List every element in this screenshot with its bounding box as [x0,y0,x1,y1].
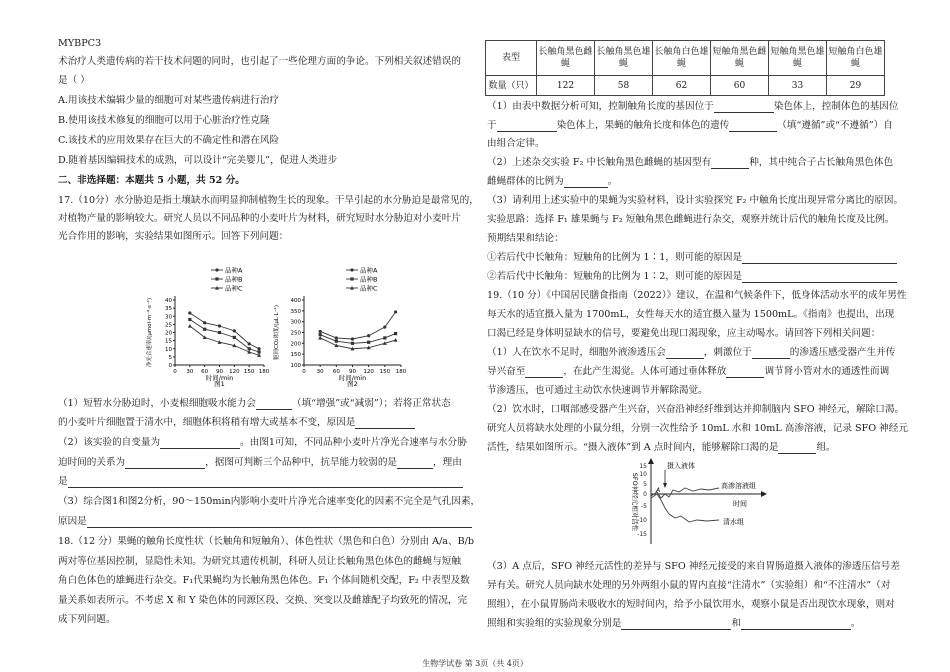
x-tick-label: 90 [216,369,223,375]
y-tick-label: 250 [290,330,301,337]
y-tick-label: 10 [165,346,172,353]
q18-part3-result1: ①若后代中长触角：短触角的比例为 1∶1，则可能的原因是 [487,252,897,264]
data-point [335,336,338,339]
q19-intro: 每天水的适宜摄入量为 1700mL，女性每天水的适宜摄入量为 1500mL。《指南》也提出，出现 [487,309,895,320]
q17-intro: 对植物产量的影响较大。研究人员以不同品种的小麦叶片为材料，研究短时水分胁迫对小麦叶片 [58,213,461,224]
legend-label: 品种B [360,275,378,284]
y-axis-arrow [648,458,654,464]
data-point [233,329,236,332]
legend-label: 品种C [225,284,243,293]
series-line [190,326,259,355]
data-point [188,311,191,314]
legend-label: 品种A [360,266,378,275]
q19-part3: （3）A 点后，SFO 神经元活性的差异与 SFO 神经元接受的来自胃肠道摄入液体的渗透压信号差 [487,561,900,572]
data-point [188,324,192,328]
y-tick-label: 15 [165,338,172,345]
q17-intro: 光合作用的影响，实验结果如图所示。回答下列问题： [58,231,289,242]
q17-part3: （3）综合图1和图2分析，90～150min内影响小麦叶片净光合速率变化的因素不完全是气孔因素， [58,496,481,507]
x-tick-label: 90 [349,369,356,375]
x-tick-label: 60 [332,369,340,375]
q18-part2-cont: 雌蝇群体的比例为 。 [487,176,618,187]
sfo-activity-chart [625,456,775,548]
table-header-cell: 短触角白色雄蝇 [827,41,885,76]
y-tick-label: 25 [165,322,172,329]
q18-intro: 两对等位基因控制，显隐性未知。为研究其遗传机制，科研人员让长触角黑色体色的雌蝇与短触 [58,556,461,567]
hyper-series-line [651,488,719,498]
legend-marker [215,268,218,271]
x-tick-label: 30 [316,369,324,375]
data-point [335,340,338,343]
q18-part3: （3）请利用上述实验中的果蝇为实验材料，设计实验探究 F₂ 中触角长度出现异常分离比的原因。 [487,195,904,206]
y-axis-label: 净光合速率/(μmol·m⁻²·s⁻¹) [147,297,153,368]
q16-option-a: A.用该技术编辑少量的细胞可对某些遗传病进行治疗 [58,95,280,106]
data-point [203,321,206,324]
header-code: MYBPC3 [58,38,102,49]
legend-label: 品种C [360,284,378,293]
q17-part2-reason: 是 [58,476,463,488]
q18-part2: （2）上述杂交实验 F₂ 中长触角黑色雌蝇的基因型有 种，其中纯合子占长触角黑色体色 [487,157,894,168]
data-point [218,324,221,327]
figure-1-chart [145,262,270,387]
q19-part1: （1）人在饮水不足时，细胞外液渗透压会 ，刺激位于 的渗透压感受器产生并传 [487,347,896,358]
x-tick-label: 60 [201,369,209,375]
x-tick-label: 150 [379,369,391,375]
x-tick-label: 180 [258,369,270,375]
q19-part2: 研究人员将缺水处理的小鼠分组，分别一次性给予 10mL 水和 10mL 高渗溶液，记录 SFO 神经元 [487,423,908,434]
y-tick-label: 15 [639,463,647,470]
q18-intro: 量关系如表所示。不考虑 X 和 Y 染色体的同源区段、交换、突变以及雌雄配子均致死的情况，完 [58,595,468,606]
y-tick-label: 20 [165,330,172,337]
legend-marker [350,268,353,271]
table-header-cell: 表型 [486,41,537,76]
table-header-cell: 短触角黑色雌蝇 [711,41,769,76]
q16-line: 术治疗人类遗传病的若干技术问题的同时，也引起了一些伦理方面的争论。下列相关叙述错误的 [58,56,461,67]
data-point [218,331,221,334]
data-point [248,347,251,350]
chart-title: 图2 [347,380,358,387]
x-tick-label: 180 [395,369,407,375]
table-cell: 33 [769,76,827,96]
q19-part3: 照组），在小鼠胃肠尚未吸收水的短时间内，给予小鼠饮用水，观察小鼠是否出现饮水现象，则对 [487,599,895,610]
data-point [394,338,398,342]
q19-part3-answer: 照组和实验组的实验现象分别是 和 。 [487,618,861,629]
x-axis-label: 时间/min [338,374,367,382]
hyper-series-label: 高渗溶液组 [721,482,756,490]
data-point [233,336,236,339]
table-header-cell: 长触角黑色雌蝇 [537,41,595,76]
y-tick-label: 0 [168,363,172,369]
q18-intro: 18.（12 分）果蝇的触角长度性状（长触角和短触角）、体色性状（黑色和白色）分别由 A/a、B/b [58,536,475,547]
intake-label: 摄入液体 [667,462,695,470]
data-point [383,325,386,328]
q17-part1-cont: 的小麦叶片细胞置于清水中，细胞体积将稍有增大或基本不变，原因是 [58,417,415,429]
y-tick-label: 30 [165,314,172,321]
x-tick-label: 0 [302,369,306,375]
q18-part3-result2: ②若后代中长触角：短触角的比例为 1∶2，则可能的原因是 [487,271,897,283]
y-tick-label: 400 [290,298,301,304]
q16-line: 是（ ） [58,75,90,86]
y-tick-label: 10 [639,471,647,478]
y-tick-label: 100 [290,363,301,369]
y-tick-label: 300 [290,319,301,326]
y-tick-label: 350 [290,308,301,315]
q17-part3-cont: 原因是 [58,516,472,528]
data-point [351,342,354,345]
f2-phenotype-table [485,40,885,96]
q18-part3: 实验思路：选择 F₁ 雄果蝇与 F₂ 短触角黑色雌蝇进行杂交，观察并统计后代的触角长度及比例。 [487,214,895,225]
q18-intro: 角白色体色的雄蝇进行杂交。F₁代果蝇均为长触角黑色体色。F₁ 个体间随机交配，F₂ 中表型及数 [58,575,470,586]
q19-intro: 19.（10 分）《中国居民膳食指南（2022）》建议，在温和气候条件下，低身体活动水平的成年男性 [487,290,907,301]
legend-marker [350,277,353,280]
data-point [367,334,370,337]
intake-arrowhead [663,483,667,488]
y-tick-label: -15 [637,531,647,538]
y-axis-label: 胞间CO₂浓度/(μL·L⁻¹) [274,304,280,361]
x-tick-label: 30 [186,369,194,375]
y-tick-label: 0 [643,491,647,498]
y-tick-label: 5 [168,354,172,361]
x-axis-label: 时间 [733,500,747,508]
legend-label: 品种B [225,275,243,284]
data-point [257,347,260,350]
legend-label: 品种A [225,266,243,275]
series-line [320,312,395,339]
table-header-cell: 短触角黑色雄蝇 [769,41,827,76]
data-point [351,337,354,340]
table-cell: 122 [537,76,595,96]
y-tick-label: 5 [643,481,647,488]
figure-2-chart [272,262,407,387]
q19-intro: 口渴已经是身体明显缺水的信号，要避免出现口渴现象，应主动喝水。请回答下列相关问题： [487,328,881,339]
q17-part2: （2）该实验的自变量为 。由图1可知，不同品种小麦叶片净光合速率与水分胁 [58,437,467,448]
chart-title: 图1 [214,380,225,387]
x-tick-label: 120 [363,369,374,375]
q18-intro: 成下列问题。 [58,614,116,625]
series-line [190,320,259,353]
y-tick-label: 200 [290,341,301,348]
q16-option-c: C.该技术的应用效果存在巨大的不确定性和潜在风险 [58,135,280,146]
x-axis-label: 时间/min [205,374,234,382]
point-a-label: A [656,487,661,494]
q18-part3: 预期结果和结论： [487,233,564,244]
table-cell: 62 [653,76,711,96]
x-tick-label: 0 [173,369,177,375]
q18-part1-cont: 于 染色体上，果蝇的触角长度和体色的遗传 （填“遵循”或“不遵循”）自 [487,120,893,131]
y-tick-label: -10 [637,517,647,524]
table-row-label: 数量（只） [486,76,537,96]
table-cell: 58 [595,76,653,96]
y-tick-label: 40 [165,298,172,304]
q16-option-d: D.随着基因编辑技术的成熟，可以设计“完美婴儿”，促进人类进步 [58,155,338,166]
page-footer: 生物学试卷 第 3页（共 4页） [422,659,528,668]
legend-marker [215,277,218,280]
table-header-cell: 长触角白色雄蝇 [653,41,711,76]
q19-part3: 异有关。研究人员向缺水处理的另外两组小鼠的胃内直接“注清水”（实验组）和“不注清水”（对 [487,580,891,591]
data-point [394,310,397,313]
q17-part2-cont: 迫时间的关系为 ，据图可判断三个品种中，抗旱能力较弱的是 ，理由 [58,457,462,468]
q17-part1: （1）短暂水分胁迫时，小麦根细胞吸水能力会 （填“增强”或“减弱”）；若将正常状态 [58,398,451,409]
data-point [394,332,397,335]
data-point [248,342,251,345]
data-point [318,336,322,340]
data-point [319,333,322,336]
y-tick-label: 35 [165,306,172,313]
data-point [188,318,191,321]
data-point [203,328,206,331]
data-point [367,341,370,344]
x-tick-label: 150 [243,369,255,375]
table-cell: 60 [711,76,769,96]
q19-part2: 活性，结果如图所示。“摄入液体”到 A 点时间内，能够解除口渴的是 组。 [487,442,836,453]
section-heading: 二、非选择题：本题共 5 小题，共 52 分。 [58,175,245,186]
q18-part1: （1）由表中数据分析可知，控制触角长度的基因位于 染色体上，控制体色的基因位 [487,101,899,112]
data-point [257,350,260,353]
data-point [383,336,386,339]
water-series-label: 清水组 [723,518,744,526]
q16-option-b: B.使用该技术修复的细胞可以用于心脏治疗性克隆 [58,115,270,126]
y-tick-label: -5 [641,503,647,510]
x-tick-label: 120 [229,369,240,375]
q17-intro: 17.（10分）水分胁迫是指土壤缺水而明显抑制植物生长的现象。干旱引起的水分胁迫是最常见的， [58,195,479,206]
data-point [319,330,322,333]
y-axis-label: SFO神经元相对活性 [631,472,639,532]
y-tick-label: 150 [290,352,301,359]
table-cell: 29 [827,76,885,96]
q19-part1-cont: 导兴奋至 ，在此产生渴觉。人体可通过垂体释放 调节肾小管对水的通透性而调 [487,366,890,377]
q18-part1-cont: 由组合定律。 [487,138,545,149]
table-header-cell: 长触角黑色雄蝇 [595,41,653,76]
q19-part2: （2）饮水时，口咽部感受器产生兴奋，兴奋沿神经纤维到达并抑制脑内 SFO 神经元，解除口渴。 [487,404,905,415]
x-axis-arrow [761,491,767,497]
q19-part1-cont: 节渗透压，也可通过主动饮水快速调节并解除渴觉。 [487,385,708,396]
